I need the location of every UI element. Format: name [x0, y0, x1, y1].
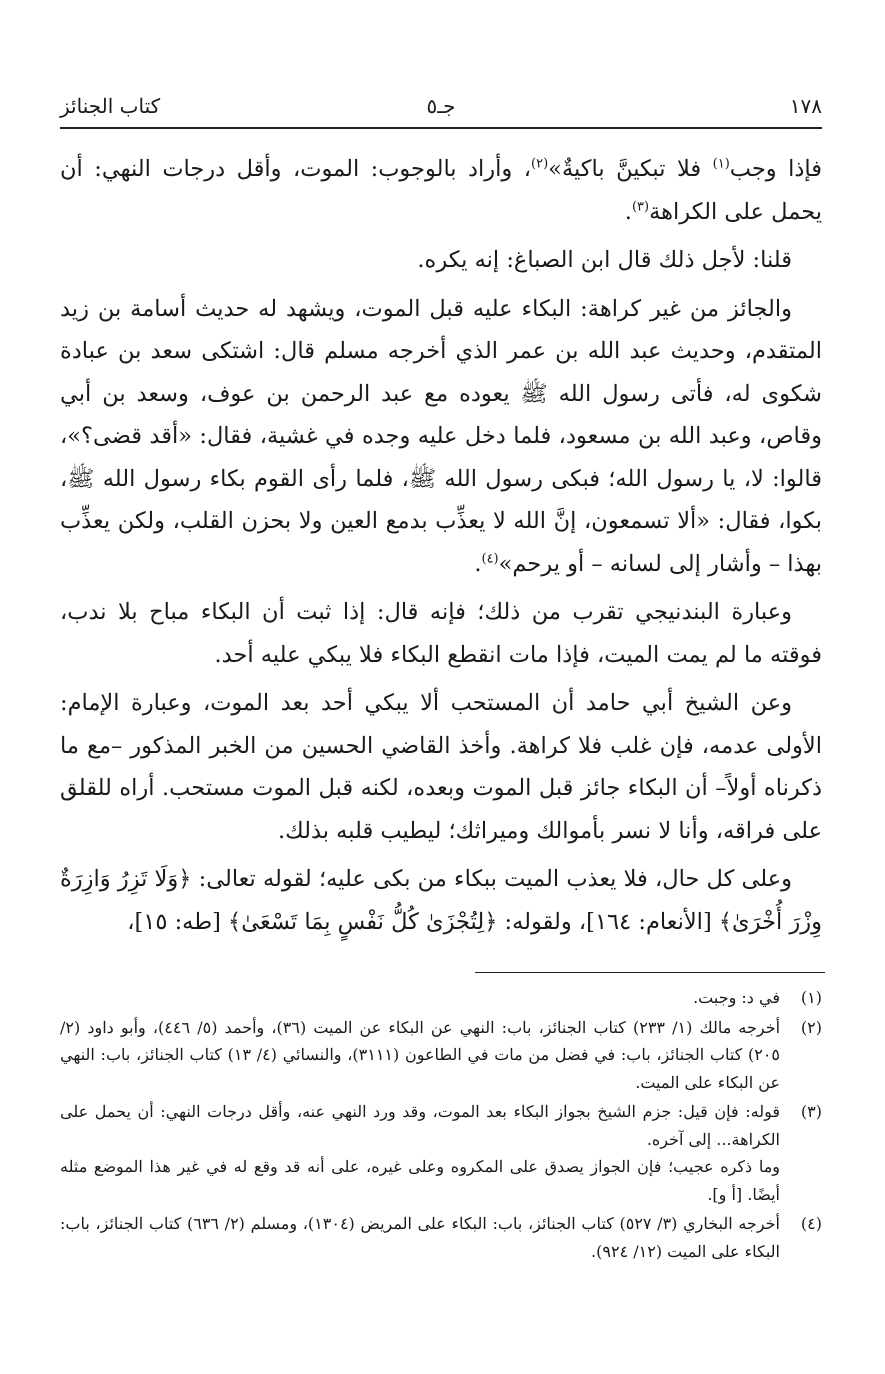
footnote-ref[interactable]: (٣)	[631, 199, 650, 214]
footnote-text: أخرجه مالك (١/ ٢٣٣) كتاب الجنائز، باب: النهي عن البكاء عن الميت (٣٦)، وأحمد (٥/ ٤٤٦)، وأبو داود (٢/ ٢٠٥) كتاب الجنائز، باب: في فضل من مات في الطاعون (٣١١١)، والنسائي (٤/ ١٣) كتاب الجنائز، باب: النهي عن البكاء على الميت.	[60, 1017, 781, 1092]
book-title: كتاب الجنائز	[60, 94, 161, 118]
footnote-number: (٣)	[800, 1102, 822, 1121]
footnote-item	[60, 984, 822, 1012]
text-run: فإذا وجب	[729, 156, 822, 182]
footnote-text: أخرجه البخاري (٣/ ٥٢٧) كتاب الجنائز، باب: البكاء على المريض (١٣٠٤)، ومسلم (٢/ ٦٣٦) كتاب الجنائز، باب: البكاء على الميت (١٢/ ٩٢٤).	[60, 1214, 780, 1261]
header-divider	[60, 127, 822, 129]
page-number: ١٧٨	[789, 94, 822, 118]
footnotes	[60, 984, 822, 1267]
paragraph: وعبارة البندنيجي تقرب من ذلك؛ فإنه قال: إذا ثبت أن البكاء مباح بلا ندب، فوقته ما لم يمت الميت، فإذا مات انقطع البكاء فلا يبكي عليه أحد.	[60, 599, 822, 668]
footnote-item	[60, 1098, 822, 1208]
footnote-divider	[475, 972, 825, 973]
text-run: ، وأراد بالوجوب: الموت، وأقل درجات النهي: أن يحمل على الكراهة	[60, 156, 822, 225]
text-run: .	[474, 550, 482, 577]
footnote-ref[interactable]: (٤)	[481, 551, 499, 566]
running-header	[60, 94, 822, 124]
paragraph: وعلى كل حال، فلا يعذب الميت ببكاء من بكى عليه؛ لقوله تعالى: ﴿وَلَا تَزِرُ وَازِرَةٌ وِزْرَ أُخْرَىٰ﴾ [الأنعام: ١٦٤]، ولقوله: ﴿لِتُجْزَىٰ كُلُّ نَفْسٍ بِمَا تَسْعَىٰ﴾ [طه: ١٥]،	[60, 866, 822, 935]
footnote-number: (٤)	[800, 1214, 822, 1233]
paragraph: قلنا: لأجل ذلك قال ابن الصباغ: إنه يكره.	[417, 247, 792, 273]
footnote-text: قوله: فإن قيل: جزم الشيخ بجواز البكاء بعد الموت، وقد ورد النهي عنه، وأقل درجات النهي: أن يحمل على الكراهة... إلى آخره.	[60, 1102, 781, 1149]
paragraph: وعن الشيخ أبي حامد أن المستحب ألا يبكي أحد بعد الموت، وعبارة الإمام: الأولى عدمه، فإن غلب فلا كراهة. وأخذ القاضي الحسين من الخبر المذكور –مع ما ذكرناه أولاً– أن البكاء جائز قبل الموت وبعده، لكنه قبل الموت مستحب. أراه للقلق على فراقه، وأنا لا نسر بأموالك وميراثك؛ ليطيب قلبه بذلك.	[60, 690, 822, 844]
text-run: فلا تبكينَّ باكيةٌ»	[548, 156, 713, 182]
text-run: .	[624, 198, 632, 225]
main-text	[60, 148, 822, 949]
footnote-ref[interactable]: (١)	[712, 156, 730, 172]
footnote-number: (٢)	[800, 1017, 822, 1037]
text-run: والجائز من غير كراهة: البكاء عليه قبل الموت، ويشهد له حديث أسامة بن زيد المتقدم، وحديث عبد الله بن عمر الذي أخرجه مسلم قال: اشتكى سعد بن عبادة شكوى له، فأتى رسول الله ﷺ يعوده مع عبد الرحمن بن عوف، وسعد بن أبي وقاص، وعبد الله بن مسعود، فلما دخل عليه وجده في غشية، فقال: «أقد قضى؟»، قالوا: لا، يا رسول الله؛ فبكى رسول الله ﷺ، فلما رأى القوم بكاء رسول الله ﷺ، بكوا، فقال: «ألا تسمعون، إنَّ الله لا يعذِّب بدمع العين ولا بحزن القلب، ولكن يعذِّب بهذا – وأشار إلى لسانه – أو يرحم»	[60, 295, 822, 577]
paragraph	[60, 288, 822, 586]
footnote-number: (١)	[800, 988, 822, 1007]
footnote-ref[interactable]: (٢)	[531, 156, 549, 172]
footnote-text: في د: وجبت.	[693, 988, 780, 1007]
footnote-item	[60, 1210, 822, 1265]
footnote-text-continued: وما ذكره عجيب؛ فإن الجواز يصدق على المكروه وعلى غيره، على أنه قد وقع له في غير هذا الموضع مثله أيضًا. [أ و].	[60, 1157, 780, 1204]
paragraph	[60, 148, 822, 233]
volume-label: جـ٥	[426, 94, 456, 118]
footnote-item	[60, 1014, 822, 1097]
